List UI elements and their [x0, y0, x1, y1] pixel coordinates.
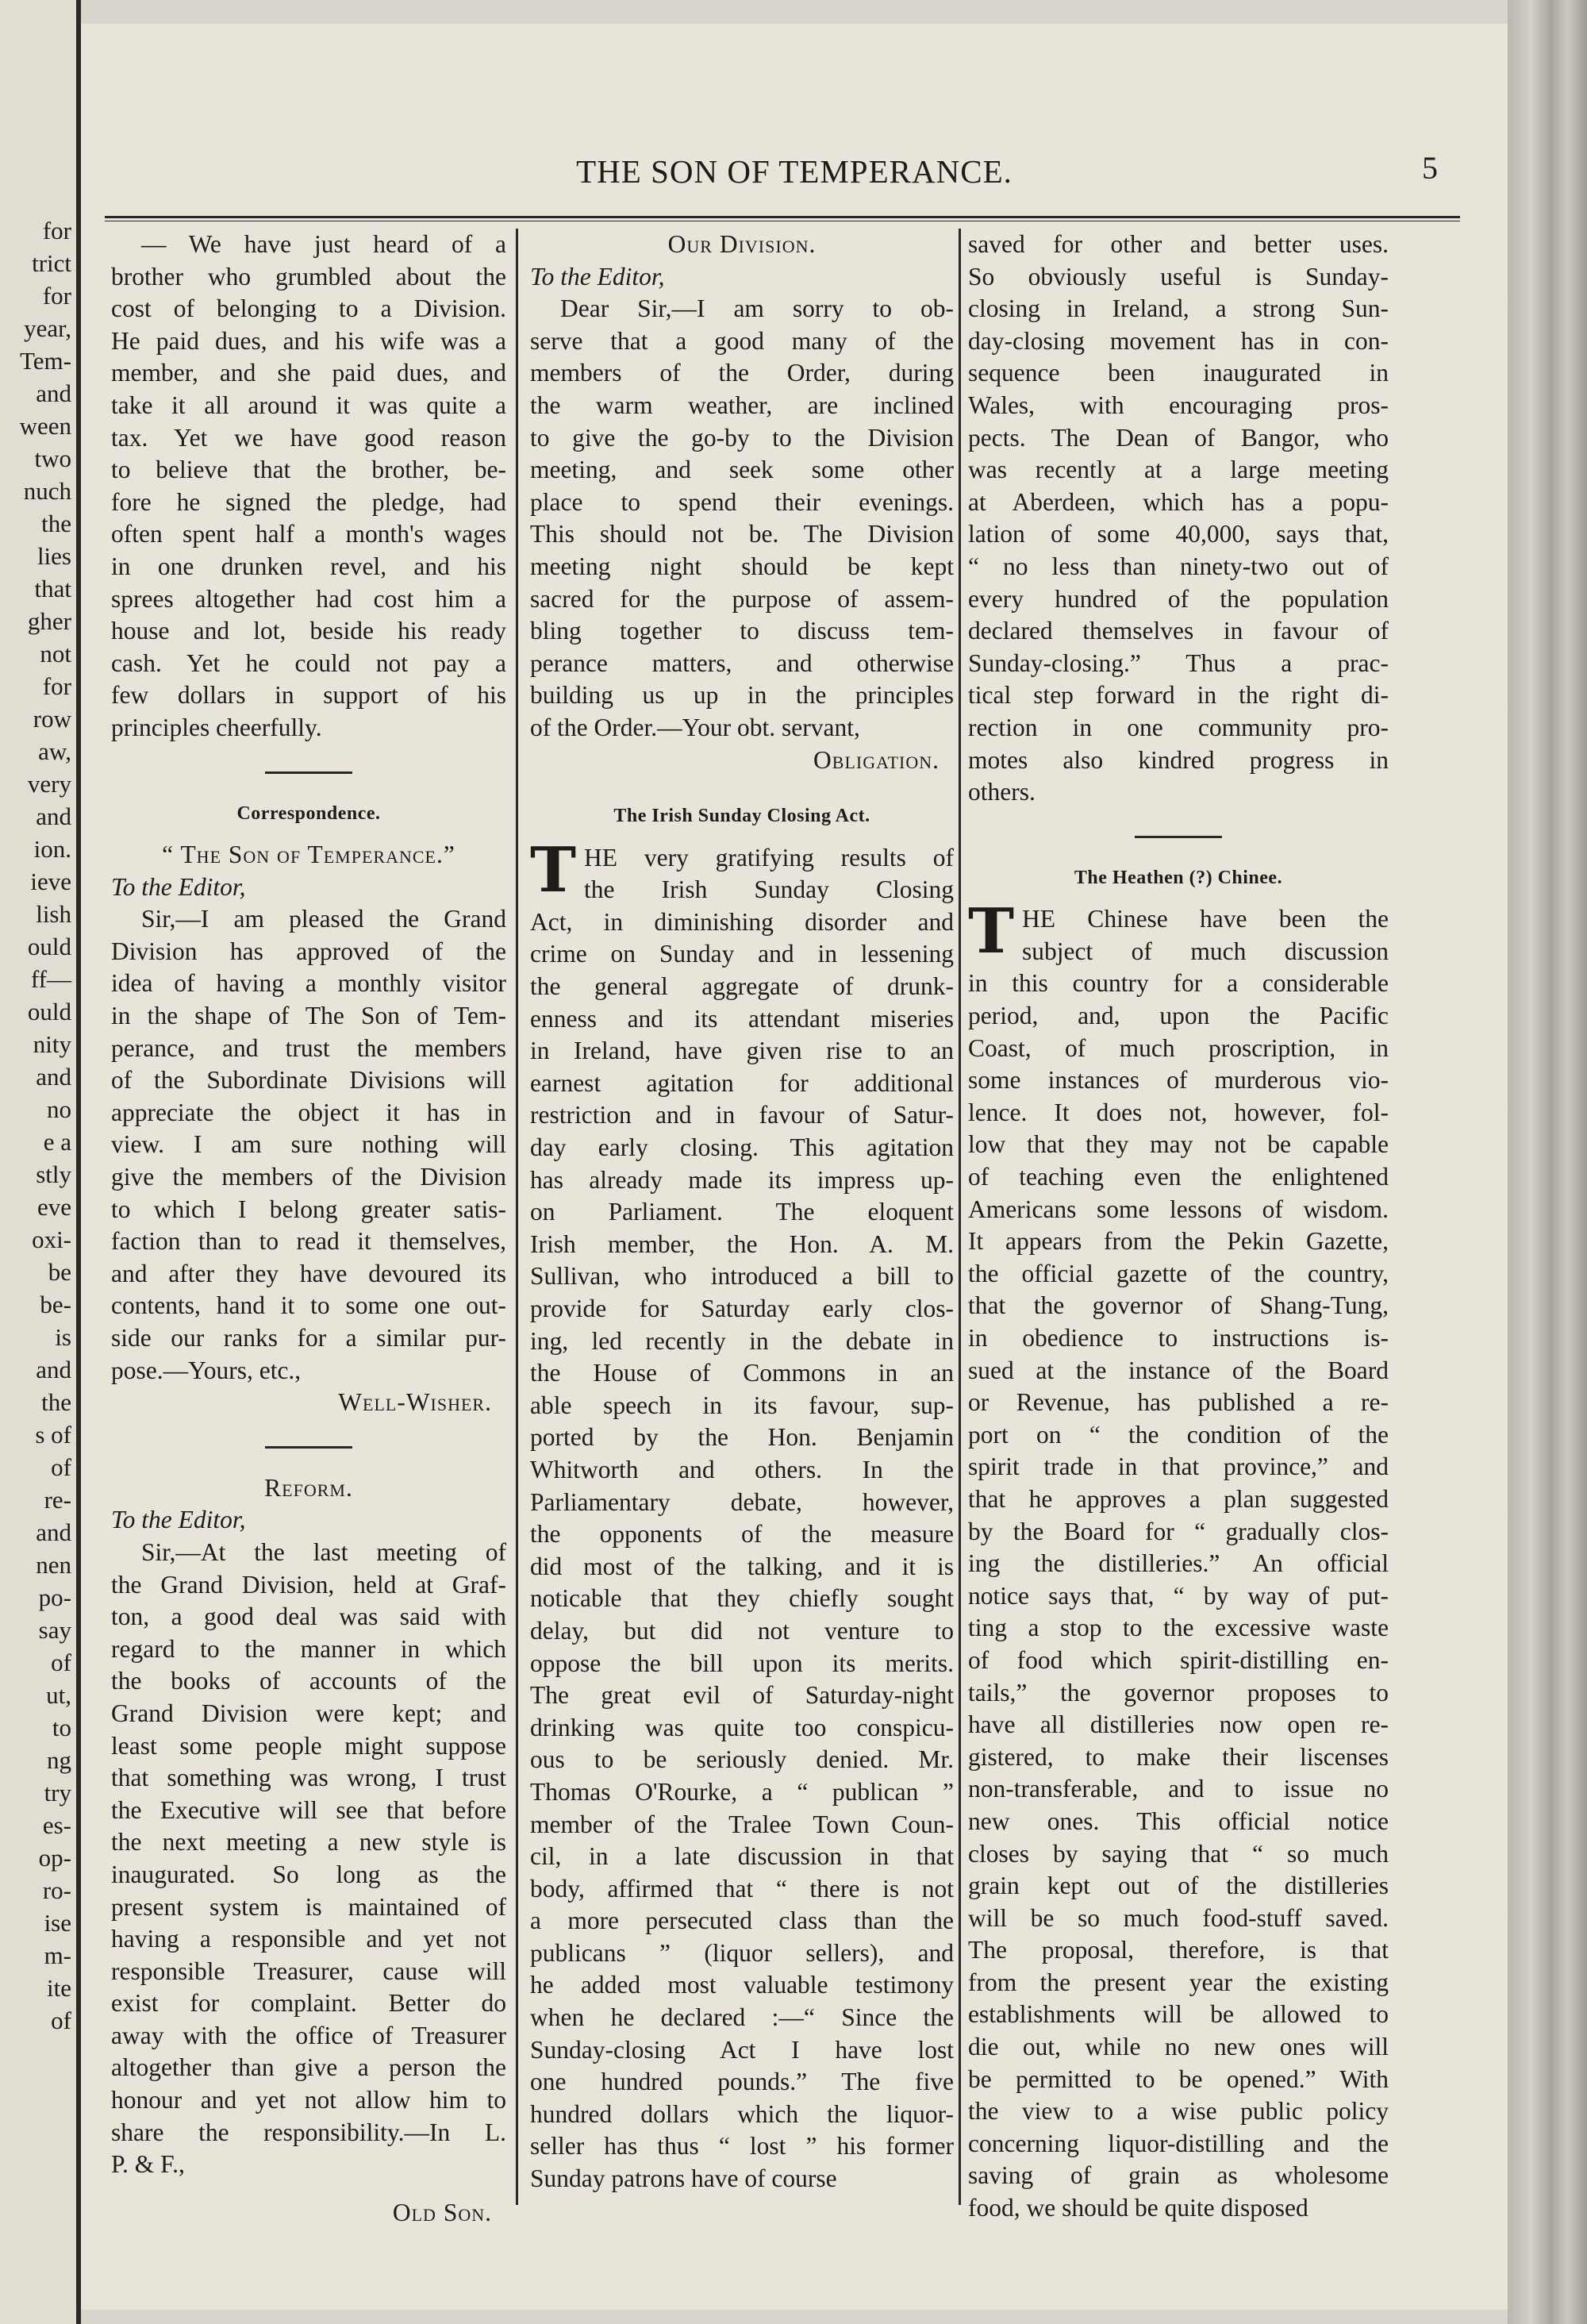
- text-line: on Parliament. The eloquent: [530, 1198, 954, 1226]
- text-line: Wales, with encouraging pros-: [968, 391, 1389, 419]
- edge-fragment: lies: [37, 542, 71, 570]
- text-line: ous to be seriously denied. Mr.: [530, 1745, 954, 1774]
- text-line: Americans some lessons of wisdom.: [968, 1195, 1389, 1223]
- text-line: pose.—Yours, etc.,: [111, 1356, 302, 1384]
- text-line: when he declared :—“ Since the: [530, 2003, 954, 2032]
- irish-act-heading: The Irish Sunday Closing Act.: [613, 806, 870, 827]
- reform-heading: Reform.: [264, 1473, 353, 1502]
- text-line: in this country for a considerable: [968, 969, 1389, 998]
- text-line: establishments will be allowed to: [968, 2000, 1389, 2029]
- text-line: ting a stop to the excessive waste: [968, 1614, 1389, 1642]
- text-line: principles cheerfully.: [111, 713, 322, 741]
- text-line: was recently at a large meeting: [968, 456, 1389, 484]
- spacer: [111, 2181, 506, 2197]
- text-line: in one drunken revel, and his: [111, 552, 506, 580]
- edge-fragment: of: [51, 1453, 71, 1481]
- edge-fragment: lish: [36, 900, 71, 928]
- irish-act-body: [530, 833, 954, 2195]
- text-line: faction than to read it themselves,: [111, 1227, 506, 1256]
- edge-fragment: eve: [37, 1193, 71, 1221]
- text-line: “ no less than ninety-two out of: [968, 552, 1389, 580]
- text-line: exist for complaint. Better do: [111, 1989, 506, 2018]
- text-line: body, affirmed that “ there is not: [530, 1874, 954, 1903]
- text-line: It appears from the Pekin Gazette,: [968, 1227, 1389, 1256]
- our-division-salutation: To the Editor,: [530, 262, 665, 290]
- edge-fragment: ion.: [33, 835, 71, 863]
- our-division-heading: Our Division.: [667, 230, 817, 258]
- text-line: every hundred of the population: [968, 584, 1389, 613]
- text-line: the general aggregate of drunk-: [530, 972, 954, 1001]
- text-line: the view to a wise public policy: [968, 2097, 1389, 2126]
- edge-fragment: no: [47, 1095, 71, 1123]
- reform-letter: [111, 1537, 506, 2181]
- text-line: die out, while no new ones will: [968, 2033, 1389, 2061]
- text-line: member, and she paid dues, and: [111, 359, 506, 387]
- text-line: honour and yet not allow him to: [111, 2086, 506, 2114]
- text-line: Sir,—I am pleased the Grand: [141, 905, 506, 933]
- text-line: regard to the manner in which: [111, 1634, 506, 1663]
- text-line: brother who grumbled about the: [111, 262, 506, 290]
- text-line: meeting, and seek some other: [530, 456, 954, 484]
- text-line: Irish member, the Hon. A. M.: [530, 1229, 954, 1258]
- text-line: — We have just heard of a: [141, 230, 506, 258]
- text-line: oppose the bill upon its merits.: [530, 1649, 954, 1677]
- edge-fragment: aw,: [38, 737, 71, 765]
- text-line: rection in one community pro-: [968, 713, 1389, 741]
- drop-cap: T: [530, 833, 577, 906]
- text-line: lence. It does not, however, fol-: [968, 1098, 1389, 1126]
- text-line: low that they may not be capable: [968, 1130, 1389, 1159]
- text-line: Sunday-closing.” Thus a prac-: [968, 648, 1389, 677]
- text-line: cash. Yet he could not pay a: [111, 648, 506, 677]
- edge-fragment: ro-: [42, 1876, 71, 1904]
- text-line: period, and, upon the Pacific: [968, 1002, 1389, 1030]
- text-line: bling together to discuss tem-: [530, 617, 954, 645]
- text-line: able speech in its favour, sup-: [530, 1391, 954, 1419]
- column-2: [530, 229, 954, 2205]
- text-line: few dollars in support of his: [111, 681, 506, 710]
- text-line: day early closing. This agitation: [530, 1133, 954, 1162]
- text-line: the official gazette of the country,: [968, 1259, 1389, 1287]
- edge-fragment: oxi-: [32, 1225, 71, 1253]
- text-line: least some people might suppose: [111, 1731, 506, 1760]
- text-line: earnest agitation for additional: [530, 1068, 954, 1097]
- edge-fragment: nuch: [23, 477, 71, 505]
- text-line: take it all around it was quite a: [111, 391, 506, 419]
- text-line: cost of belonging to a Division.: [111, 294, 506, 323]
- edge-fragment: of: [51, 2007, 71, 2034]
- text-line: the next meeting a new style is: [111, 1828, 506, 1857]
- text-line: Act, in diminishing disorder and: [530, 907, 954, 936]
- edge-fragment: op-: [38, 1844, 71, 1872]
- text-line: ported by the Hon. Benjamin: [530, 1423, 954, 1452]
- text-line: The great evil of Saturday-night: [530, 1681, 954, 1710]
- continued-paragraph: [968, 229, 1389, 809]
- text-line: place to spend their evenings.: [530, 487, 954, 516]
- text-line: the Executive will see that before: [111, 1795, 506, 1824]
- edge-fragment: that: [34, 575, 71, 602]
- text-line: have all distilleries now open re-: [968, 1710, 1389, 1739]
- page-number: 5: [1422, 150, 1438, 186]
- edge-fragment: m-: [44, 1941, 71, 1969]
- text-line: the books of accounts of the: [111, 1667, 506, 1695]
- text-line: view. I am sure nothing will: [111, 1130, 506, 1159]
- text-line: notice says that, “ by way of put-: [968, 1581, 1389, 1610]
- column-1: [111, 229, 506, 2226]
- text-line: cil, in a late discussion in that: [530, 1842, 954, 1871]
- text-line: and after they have devoured its: [111, 1259, 506, 1287]
- text-line: restriction and in favour of Satur-: [530, 1101, 954, 1129]
- text-line: motes also kindred progress in: [968, 745, 1389, 774]
- edge-fragment: two: [34, 444, 71, 472]
- text-line: sacred for the purpose of assem-: [530, 584, 954, 613]
- text-line: saving of grain as wholesome: [968, 2161, 1389, 2190]
- text-line: contents, hand it to some one out-: [111, 1291, 506, 1320]
- text-line: day-closing movement has in con-: [968, 326, 1389, 355]
- text-line: serve that a good many of the: [530, 326, 954, 355]
- text-line: some instances of murderous vio-: [968, 1066, 1389, 1095]
- edge-fragment: for: [42, 217, 71, 244]
- text-line: delay, but did not venture to: [530, 1616, 954, 1645]
- correspondence-heading: Correspondence.: [236, 802, 381, 824]
- text-line: publicans ” (liquor sellers), and: [530, 1938, 954, 1967]
- edge-fragment: ould: [27, 933, 71, 960]
- edge-fragment: s of: [35, 1421, 71, 1449]
- section-divider: [265, 771, 352, 774]
- text-line: crime on Sunday and in lessening: [530, 940, 954, 968]
- text-line: The proposal, therefore, is that: [968, 1936, 1389, 1964]
- text-line: HE very gratifying results of: [584, 843, 954, 872]
- edge-fragment: not: [40, 640, 71, 668]
- text-line: sued at the instance of the Board: [968, 1356, 1389, 1384]
- edge-fragment: to: [52, 1714, 71, 1741]
- section-divider: [1135, 836, 1222, 838]
- edge-fragment: ould: [27, 998, 71, 1025]
- text-line: of teaching even the enlightened: [968, 1163, 1389, 1191]
- text-line: Whitworth and others. In the: [530, 1455, 954, 1483]
- heathen-chinee-body: [968, 895, 1389, 2224]
- section-divider: [265, 1446, 352, 1449]
- running-title: THE SON OF TEMPERANCE.: [576, 153, 1013, 190]
- text-line: subject of much discussion: [1022, 937, 1389, 965]
- text-line: at Aberdeen, which has a popu-: [968, 487, 1389, 516]
- text-line: appreciate the object it has in: [111, 1098, 506, 1126]
- text-line: seller has thus “ lost ” his former: [530, 2132, 954, 2160]
- edge-fragment: of: [51, 1649, 71, 1676]
- text-line: the warm weather, are inclined: [530, 391, 954, 419]
- text-line: ing, led recently in the debate in: [530, 1326, 954, 1355]
- text-line: others.: [968, 778, 1036, 806]
- edge-fragment: is: [55, 1323, 71, 1351]
- text-line: lation of some 40,000, says that,: [968, 520, 1389, 548]
- edge-fragment: the: [41, 510, 71, 537]
- correspondence-letter: [111, 903, 506, 1387]
- newspaper-page: [81, 24, 1508, 2310]
- text-line: or Revenue, has published a re-: [968, 1388, 1389, 1417]
- header-rule: [105, 216, 1460, 221]
- edge-fragment: very: [27, 770, 71, 798]
- text-line: Parliamentary debate, however,: [530, 1487, 954, 1516]
- text-line: tails,” the governor proposes to: [968, 1678, 1389, 1706]
- text-line: Sunday-closing Act I have lost: [530, 2035, 954, 2064]
- text-line: responsible Treasurer, cause will: [111, 1957, 506, 1985]
- drop-cap: T: [968, 895, 1015, 968]
- text-line: the House of Commons in an: [530, 1359, 954, 1387]
- text-line: altogether than give a person the: [111, 2053, 506, 2082]
- text-line: to give the go-by to the Division: [530, 423, 954, 452]
- text-line: that something was wrong, I trust: [111, 1764, 506, 1792]
- edge-fragment: and: [36, 379, 71, 407]
- text-line: Thomas O'Rourke, a “ publican ”: [530, 1777, 954, 1806]
- text-line: sprees altogether had cost him a: [111, 584, 506, 613]
- text-line: grain kept out of the distilleries: [968, 1872, 1389, 1900]
- edge-fragment: ng: [47, 1746, 71, 1774]
- text-line: member of the Tralee Town Coun-: [530, 1810, 954, 1838]
- text-line: side our ranks for a similar pur-: [111, 1324, 506, 1352]
- edge-fragment: ween: [19, 412, 71, 440]
- edge-fragment: try: [44, 1779, 71, 1806]
- edge-fragment: row: [33, 705, 71, 733]
- text-line: share the responsibility.—In L.: [111, 2118, 506, 2146]
- text-line: the Irish Sunday Closing: [584, 875, 954, 904]
- edge-fragment: say: [38, 1616, 71, 1644]
- edge-fragment: and: [36, 1356, 71, 1383]
- edge-fragment: ieve: [30, 868, 71, 895]
- text-line: the Grand Division, held at Graf-: [111, 1570, 506, 1599]
- text-line: port on “ the condition of the: [968, 1420, 1389, 1449]
- text-line: by the Board for “ gradually clos-: [968, 1517, 1389, 1545]
- text-line: a more persecuted class than the: [530, 1907, 954, 1935]
- text-line: perance, and trust the members: [111, 1033, 506, 1062]
- edge-fragment: Tem-: [20, 347, 71, 375]
- text-line: Dear Sir,—I am sorry to ob-: [560, 294, 954, 323]
- edge-fragment: be-: [40, 1291, 71, 1318]
- text-line: that he approves a plan suggested: [968, 1484, 1389, 1513]
- text-line: in Ireland, have given rise to an: [530, 1037, 954, 1065]
- text-line: the opponents of the measure: [530, 1520, 954, 1549]
- correspondence-subheading: “ The Son of Temperance.”: [162, 841, 455, 869]
- text-line: did most of the talking, and it is: [530, 1552, 954, 1580]
- text-line: of the Order.—Your obt. servant,: [530, 713, 860, 741]
- text-line: meeting night should be kept: [530, 552, 954, 580]
- our-division-signature: Obligation.: [813, 745, 940, 774]
- text-line: P. & F.,: [111, 2150, 185, 2179]
- text-line: Sir,—At the last meeting of: [141, 1537, 506, 1566]
- text-line: to believe that the brother, be-: [111, 456, 506, 484]
- text-line: inaugurated. So long as the: [111, 1860, 506, 1888]
- text-line: from the present year the existing: [968, 1968, 1389, 1996]
- edge-fragment: trict: [32, 249, 71, 277]
- correspondence-signature: Well-Wisher.: [338, 1388, 492, 1417]
- text-line: often spent half a month's wages: [111, 520, 506, 548]
- heathen-chinee-heading: The Heathen (?) Chinee.: [1074, 867, 1283, 888]
- edge-fragment: stly: [36, 1160, 71, 1188]
- text-line: perance matters, and otherwise: [530, 648, 954, 677]
- text-line: to which I belong greater satis-: [111, 1195, 506, 1223]
- edge-fragment: and: [36, 802, 71, 830]
- opening-paragraph: [111, 229, 506, 745]
- reform-salutation: To the Editor,: [111, 1506, 246, 1534]
- text-line: idea of having a monthly visitor: [111, 969, 506, 998]
- text-line: tax. Yet we have good reason: [111, 423, 506, 452]
- text-line: closes by saying that “ so much: [968, 1839, 1389, 1868]
- text-line: having a responsible and yet not: [111, 1925, 506, 1953]
- our-division-letter: [530, 293, 954, 744]
- text-line: concerning liquor-distilling and the: [968, 2129, 1389, 2157]
- spacer: [530, 776, 954, 792]
- book-fore-edge: [1508, 0, 1587, 2324]
- edge-fragment: re-: [44, 1486, 71, 1514]
- text-line: Grand Division were kept; and: [111, 1699, 506, 1727]
- column-rule: [959, 229, 961, 2205]
- text-line: HE Chinese have been the: [1022, 905, 1389, 933]
- text-line: non-transferable, and to issue no: [968, 1775, 1389, 1803]
- text-line: food, we should be quite disposed: [968, 2194, 1308, 2222]
- edge-fragment: ut,: [46, 1681, 71, 1709]
- edge-fragment: e a: [43, 1128, 71, 1156]
- text-line: Division has approved of the: [111, 937, 506, 965]
- edge-fragment: and: [36, 1063, 71, 1091]
- edge-fragment: be: [48, 1258, 71, 1286]
- text-line: he added most valuable testimony: [530, 1971, 954, 1999]
- text-line: pects. The Dean of Bangor, who: [968, 423, 1389, 452]
- text-line: drinking was quite too conspicu-: [530, 1713, 954, 1741]
- edge-fragment: the: [41, 1388, 71, 1416]
- text-line: gistered, to make their liscenses: [968, 1742, 1389, 1771]
- edge-fragment: nity: [33, 1030, 71, 1058]
- text-line: in the shape of The Son of Tem-: [111, 1002, 506, 1030]
- text-line: building us up in the principles: [530, 681, 954, 710]
- text-line: Coast, of much proscription, in: [968, 1033, 1389, 1062]
- text-line: of the Subordinate Divisions will: [111, 1066, 506, 1095]
- text-line: away with the office of Treasurer: [111, 2021, 506, 2049]
- reform-signature: Old Son.: [392, 2198, 492, 2226]
- edge-fragment: nen: [36, 1551, 71, 1579]
- text-line: members of the Order, during: [530, 359, 954, 387]
- edge-fragment: ite: [47, 1974, 71, 2002]
- text-line: hundred dollars which the liquor-: [530, 2099, 954, 2128]
- text-line: fore he signed the pledge, had: [111, 487, 506, 516]
- text-line: saved for other and better uses.: [968, 230, 1389, 258]
- text-line: will be so much food-stuff saved.: [968, 1903, 1389, 1932]
- text-line: ton, a good deal was said with: [111, 1603, 506, 1631]
- text-line: He paid dues, and his wife was a: [111, 326, 506, 355]
- text-line: spirit trade in that province,” and: [968, 1452, 1389, 1481]
- text-line: be permitted to be opened.” With: [968, 2064, 1389, 2093]
- text-line: tical step forward in the right di-: [968, 681, 1389, 710]
- text-line: present system is maintained of: [111, 1892, 506, 1921]
- heathen-chinee-article: [968, 895, 1389, 2224]
- edge-fragment: es-: [42, 1811, 71, 1839]
- text-line: give the members of the Division: [111, 1163, 506, 1191]
- text-line: has already made its impress up-: [530, 1165, 954, 1194]
- text-line: enness and its attendant miseries: [530, 1004, 954, 1033]
- text-line: ing the distilleries.” An official: [968, 1549, 1389, 1578]
- correspondence-salutation: To the Editor,: [111, 872, 246, 901]
- text-line: house and lot, beside his ready: [111, 617, 506, 645]
- edge-fragment: and: [36, 1518, 71, 1546]
- edge-fragment: for: [42, 282, 71, 310]
- text-line: one hundred pounds.” The five: [530, 2068, 954, 2096]
- edge-fragment: for: [42, 672, 71, 700]
- edge-fragment: ise: [44, 1909, 71, 1937]
- irish-act-article: [530, 833, 954, 2195]
- text-line: that the governor of Shang-Tung,: [968, 1291, 1389, 1320]
- text-line: Sullivan, who introduced a bill to: [530, 1262, 954, 1291]
- text-line: declared themselves in favour of: [968, 617, 1389, 645]
- text-line: This should not be. The Division: [530, 520, 954, 548]
- text-line: of food which spirit-distilling en-: [968, 1645, 1389, 1674]
- edge-fragment: year,: [24, 314, 71, 342]
- text-line: sequence been inaugurated in: [968, 359, 1389, 387]
- text-line: Sunday patrons have of course: [530, 2164, 837, 2193]
- edge-fragment: gher: [27, 607, 71, 635]
- edge-fragment: po-: [38, 1583, 71, 1611]
- text-line: in obedience to instructions is-: [968, 1324, 1389, 1352]
- edge-fragment: ff—: [30, 965, 71, 993]
- text-line: noticable that they chiefly sought: [530, 1584, 954, 1613]
- column-3: [968, 229, 1389, 2222]
- text-line: new ones. This official notice: [968, 1806, 1389, 1835]
- text-line: closing in Ireland, a strong Sun-: [968, 294, 1389, 323]
- column-rule: [516, 229, 518, 2205]
- text-line: provide for Saturday early clos-: [530, 1295, 954, 1322]
- adjacent-page-edge: [0, 0, 81, 2324]
- text-line: So obviously useful is Sunday-: [968, 262, 1389, 290]
